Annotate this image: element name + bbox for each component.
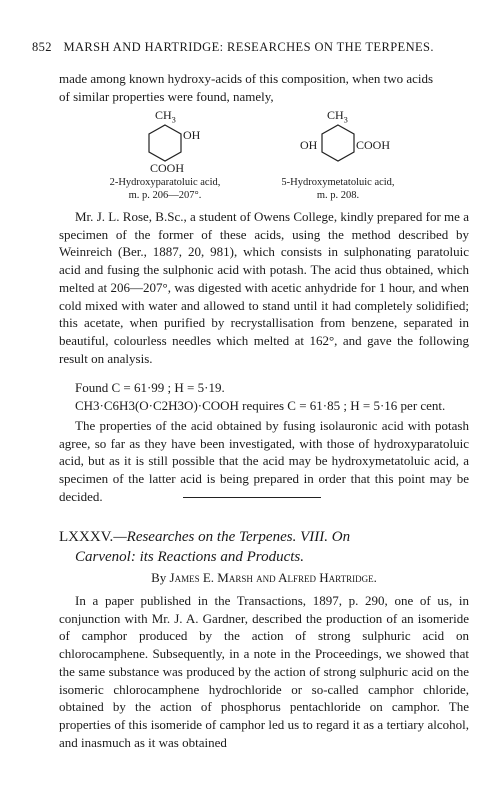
paragraph-text: The properties of the acid obtained by fusing isolauronic acid with potash agree, so far as they have been investigated, with those of hydroxyparatoluic acid, but as it is still possible that the acid may be hydroxymetatoluic acid, a specimen of the latter acid is being prepared in order that this point may be decided. bbox=[59, 418, 469, 504]
running-title: MARSH AND HARTRIDGE: RESEARCHES ON THE TERPENES. bbox=[63, 40, 434, 54]
substituent-cooh: COOH bbox=[356, 138, 391, 152]
substituent-ch3: $CH_3$ bbox=[155, 108, 176, 125]
page-number: 852 bbox=[32, 40, 52, 54]
substituent-oh: OH bbox=[183, 128, 201, 142]
paragraph-intro-article bbox=[59, 592, 469, 751]
substituent-cooh: COOH bbox=[150, 161, 185, 175]
paragraph-text: Mr. J. L. Rose, B.Sc., a student of Owens College, kindly prepared for me a specimen of the former of these acids, using the method described by Weinreich (Ber., 1887, 20, 981), which consists in sulphonating paratoluic acid and fusing the sulphonic acid with potash. The acid thus obtained, which melted at 206—207°, was digested with acetic anhydride for 1 hour, and when cold mixed with water and allowed to stand until it had completely solidified; this acetate, when purified by recrystallisation from benzene, separated in beautiful, colourless needles which melted at 162°, and gave the following result on analysis. bbox=[59, 209, 469, 366]
title-line: —Researches on the Terpenes. VIII. On bbox=[113, 529, 351, 545]
compound-name: 5-Hydroxymetatoluic acid, bbox=[281, 177, 395, 188]
melting-point: m. p. 206—207°. bbox=[128, 190, 202, 201]
compound-name: 2-Hydroxyparatoluic acid, bbox=[109, 177, 221, 188]
byline-by: By bbox=[151, 570, 167, 585]
intro-paragraph bbox=[59, 70, 469, 105]
paragraph-properties bbox=[59, 417, 469, 506]
ring-hydroxymetatoluic bbox=[322, 125, 354, 161]
structural-formulae bbox=[95, 108, 455, 192]
title-line: Carvenol: its Reactions and Products. bbox=[75, 549, 304, 565]
analysis-found: Found C = 61·99 ; H = 5·19. bbox=[75, 380, 225, 395]
structure-caption bbox=[90, 176, 240, 189]
paragraph-text: In a paper published in the Transactions, 1897, p. 290, one of us, in conjunction with Mr. J. A. Gardner, described the production of an isomeride of camphor produced by the action of strong sulphuric acid on chlorocamphene. Subsequently, in a note in the Proceedings, we showed that the same substance was produced by the action of strong sulphuric acid on the isomeric chlorocamphene hydrochloride or so-called camphor chloride, obtained by the action of phosphorus pentachloride on camphor. The properties of this isomeride of camphor led us to regard it as a tertiary alcohol, and inasmuch as it was obtained bbox=[59, 593, 469, 750]
article-number: LXXXV. bbox=[59, 529, 114, 545]
running-header bbox=[32, 40, 468, 55]
paragraph-rose bbox=[59, 208, 469, 367]
analysis-block bbox=[75, 379, 469, 414]
substituent-ch3: $CH_3$ bbox=[327, 108, 348, 125]
byline bbox=[59, 570, 469, 586]
analysis-formula: CH3·C6H3(O·C2H3O)·COOH requires C = 61·85 ; H = 5·16 per cent. bbox=[75, 397, 446, 413]
intro-line: made among known hydroxy-acids of this composition, when two acids bbox=[59, 71, 434, 86]
author-names: James E. Marsh and Alfred Hartridge. bbox=[169, 570, 377, 585]
intro-line: of similar properties were found, namely, bbox=[59, 88, 274, 104]
section-divider bbox=[183, 497, 321, 498]
article-title bbox=[59, 527, 469, 567]
substituent-oh: OH bbox=[300, 138, 318, 152]
structure-caption bbox=[263, 176, 413, 189]
ring-hydroxyparatoluic bbox=[149, 125, 181, 161]
melting-point: m. p. 208. bbox=[316, 190, 360, 201]
